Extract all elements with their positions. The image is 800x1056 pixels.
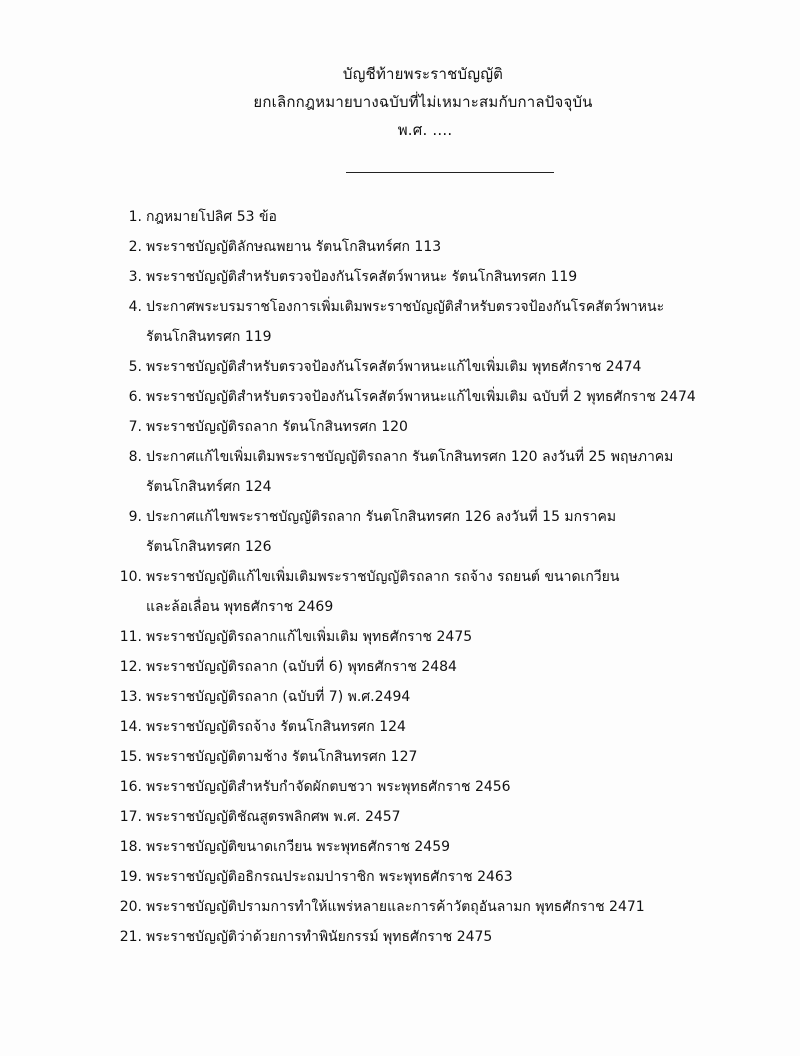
item-number: 14. <box>119 719 142 735</box>
item-number: 12. <box>119 659 142 675</box>
item-number: 9. <box>128 509 142 525</box>
item-text: พระราชบัญญัติรถลาก รัตนโกสินทรศก 120 <box>146 419 408 435</box>
list-item <box>0 802 800 832</box>
item-number: 5. <box>128 359 142 375</box>
list-item <box>0 382 800 412</box>
item-text: พระราชบัญญัติลักษณพยาน รัตนโกสินทร์ศก 113 <box>146 239 442 255</box>
list-item <box>0 682 800 712</box>
list-item <box>0 292 800 352</box>
list-item <box>0 202 800 232</box>
item-number: 16. <box>119 779 142 795</box>
item-text-line1: ประกาศแก้ไขเพิ่มเติมพระราชบัญญัติรถลาก รันตโกสินทรศก 120 ลงวันที่ 25 พฤษภาคม <box>146 449 674 465</box>
item-number: 20. <box>119 899 142 915</box>
item-text: พระราชบัญญัติว่าด้วยการทำพินัยกรรม์ พุทธศักราช 2475 <box>146 929 493 945</box>
header-title: บัญชีท้ายพระราชบัญญัติ <box>342 65 504 83</box>
item-number: 17. <box>119 809 142 825</box>
item-text: พระราชบัญญัติรถลาก (ฉบับที่ 7) พ.ศ.2494 <box>146 689 411 705</box>
item-text-line1: ประกาศพระบรมราชโองการเพิ่มเติมพระราชบัญญัติสำหรับตรวจป้องกันโรคสัตว์พาหนะ <box>146 299 665 315</box>
item-text <box>146 562 619 622</box>
list-item <box>0 502 800 562</box>
item-text <box>146 292 664 352</box>
item-text: พระราชบัญญัติสำหรับกำจัดผักตบชวา พระพุทธศักราช 2456 <box>146 779 511 795</box>
item-text: พระราชบัญญัติรถลาก (ฉบับที่ 6) พุทธศักราช 2484 <box>146 659 457 675</box>
item-text-line1: พระราชบัญญัติแก้ไขเพิ่มเติมพระราชบัญญัติรถลาก รถจ้าง รถยนต์ ขนาดเกวียน <box>146 569 620 585</box>
item-number: 2. <box>128 239 142 255</box>
item-text: พระราชบัญญัติสำหรับตรวจป้องกันโรคสัตว์พาหนะแก้ไขเพิ่มเติม พุทธศักราช 2474 <box>146 359 642 375</box>
list-item <box>0 262 800 292</box>
item-text: พระราชบัญญัติปรามการทำให้แพร่หลายและการค้าวัตถุอันลามก พุทธศักราช 2471 <box>146 899 645 915</box>
list-item <box>0 652 800 682</box>
document-header <box>0 60 800 144</box>
list-item <box>0 352 800 382</box>
item-number: 19. <box>119 869 142 885</box>
item-text: พระราชบัญญัติอธิกรณประถมปาราชิก พระพุทธศักราช 2463 <box>146 869 513 885</box>
item-text: พระราชบัญญัติชัณสูตรพลิกศพ พ.ศ. 2457 <box>146 809 401 825</box>
item-number: 18. <box>119 839 142 855</box>
item-text <box>146 502 616 562</box>
item-text: พระราชบัญญัติสำหรับตรวจป้องกันโรคสัตว์พาหนะแก้ไขเพิ่มเติม ฉบับที่ 2 พุทธศักราช 2474 <box>146 389 696 405</box>
item-text: พระราชบัญญัติรถจ้าง รัตนโกสินทรศก 124 <box>146 719 406 735</box>
list-item <box>0 622 800 652</box>
item-text: พระราชบัญญัติตามช้าง รัตนโกสินทรศก 127 <box>146 749 418 765</box>
item-text: พระราชบัญญัติรถลากแก้ไขเพิ่มเติม พุทธศักราช 2475 <box>146 629 473 645</box>
item-text: กฎหมายโปลิศ 53 ข้อ <box>146 209 277 225</box>
list-item <box>0 922 800 952</box>
item-number: 4. <box>128 299 142 315</box>
item-number: 8. <box>128 449 142 465</box>
item-number: 7. <box>128 419 142 435</box>
item-text: พระราชบัญญัติสำหรับตรวจป้องกันโรคสัตว์พาหนะ รัตนโกสินทรศก 119 <box>146 269 578 285</box>
list-item <box>0 862 800 892</box>
item-text-line2: รัตนโกสินทร์ศก 124 <box>146 479 272 495</box>
item-text-line2: รัตนโกสินทรศก 126 <box>146 539 272 555</box>
item-text-line2: และล้อเลื่อน พุทธศักราช 2469 <box>146 599 334 615</box>
item-number: 13. <box>119 689 142 705</box>
list-item <box>0 742 800 772</box>
list-item <box>0 232 800 262</box>
list-item <box>0 772 800 802</box>
item-text-line2: รัตนโกสินทรศก 119 <box>146 329 272 345</box>
list-item <box>0 442 800 502</box>
item-text: พระราชบัญญัติขนาดเกวียน พระพุทธศักราช 2459 <box>146 839 451 855</box>
header-subtitle: ยกเลิกกฎหมายบางฉบับที่ไม่เหมาะสมกับกาลปัจจุบัน <box>253 93 593 111</box>
list-item <box>0 562 800 622</box>
list-item <box>0 412 800 442</box>
item-text <box>146 442 673 502</box>
item-number: 10. <box>119 569 142 585</box>
item-number: 15. <box>119 749 142 765</box>
item-number: 1. <box>128 209 142 225</box>
header-year: พ.ศ. .... <box>397 121 453 139</box>
item-number: 3. <box>128 269 142 285</box>
item-number: 11. <box>119 629 142 645</box>
law-list <box>0 202 800 952</box>
item-text-line1: ประกาศแก้ไขพระราชบัญญัติรถลาก รันตโกสินทรศก 126 ลงวันที่ 15 มกราคม <box>146 509 617 525</box>
list-item <box>0 832 800 862</box>
header-divider <box>346 172 554 173</box>
list-item <box>0 892 800 922</box>
item-number: 21. <box>119 929 142 945</box>
list-item <box>0 712 800 742</box>
item-number: 6. <box>128 389 142 405</box>
